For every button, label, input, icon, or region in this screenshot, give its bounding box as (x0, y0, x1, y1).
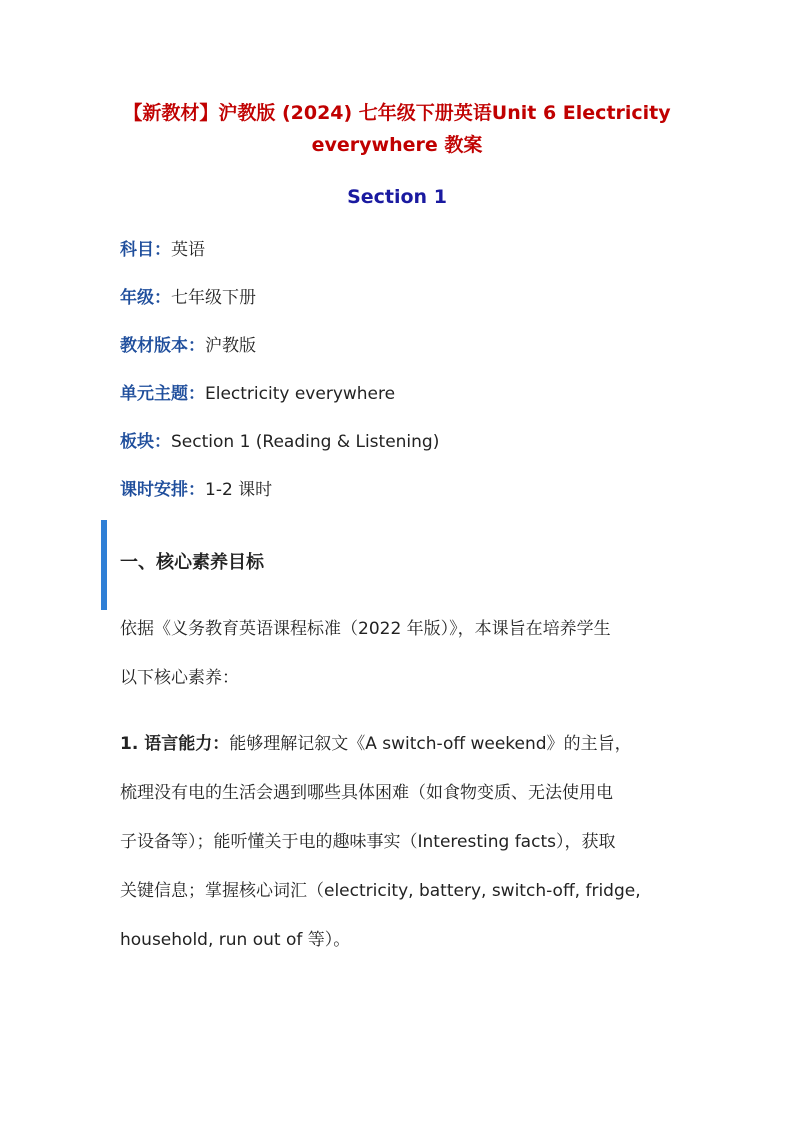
intro-paragraph (120, 605, 680, 703)
paragraph-line: household, run out of 等）。 (120, 930, 351, 950)
heading-accent-bar (101, 520, 107, 610)
paragraph-line (120, 720, 680, 769)
meta-label: 科目： (120, 240, 171, 260)
meta-label: 单元主题： (120, 384, 205, 404)
meta-label: 课时安排： (120, 480, 205, 500)
meta-value: 七年级下册 (171, 288, 256, 308)
meta-value: Section 1 (Reading & Listening) (171, 432, 440, 452)
meta-value: 英语 (171, 240, 205, 260)
meta-unit-theme (120, 381, 395, 407)
meta-label: 年级： (120, 288, 171, 308)
document-title (100, 97, 694, 161)
meta-value: 沪教版 (205, 336, 256, 356)
meta-textbook-edition (120, 333, 256, 359)
heading-core-competency-goals: 一、核心素养目标 (120, 552, 264, 573)
title-line-2: everywhere 教案 (311, 134, 483, 156)
title-line-1: 【新教材】沪教版 (2024) 七年级下册英语Unit 6 Electricity (123, 102, 671, 124)
meta-label: 板块： (120, 432, 171, 452)
meta-module (120, 429, 439, 455)
item-text: 能够理解记叙文《A switch-off weekend》的主旨， (229, 734, 632, 754)
meta-value: 1-2 课时 (205, 480, 273, 500)
meta-grade (120, 285, 256, 311)
section-heading: Section 1 (347, 186, 447, 208)
meta-lesson-hours (120, 477, 272, 503)
meta-value: Electricity everywhere (205, 384, 396, 404)
paragraph-line: 梳理没有电的生活会遇到哪些具体困难（如食物变质、无法使用电 (120, 783, 613, 803)
item-language-ability (120, 720, 680, 965)
paragraph-line: 以下核心素养： (120, 668, 239, 688)
meta-label: 教材版本： (120, 336, 205, 356)
item-label: 1. 语言能力： (120, 734, 230, 754)
paragraph-line: 子设备等）；能听懂关于电的趣味事实（Interesting facts），获取 (120, 832, 616, 852)
paragraph-line: 依据《义务教育英语课程标准（2022 年版）》，本课旨在培养学生 (120, 619, 611, 639)
paragraph-line: 关键信息；掌握核心词汇（electricity, battery, switch-off, fridge, (120, 881, 641, 901)
meta-subject (120, 237, 205, 263)
